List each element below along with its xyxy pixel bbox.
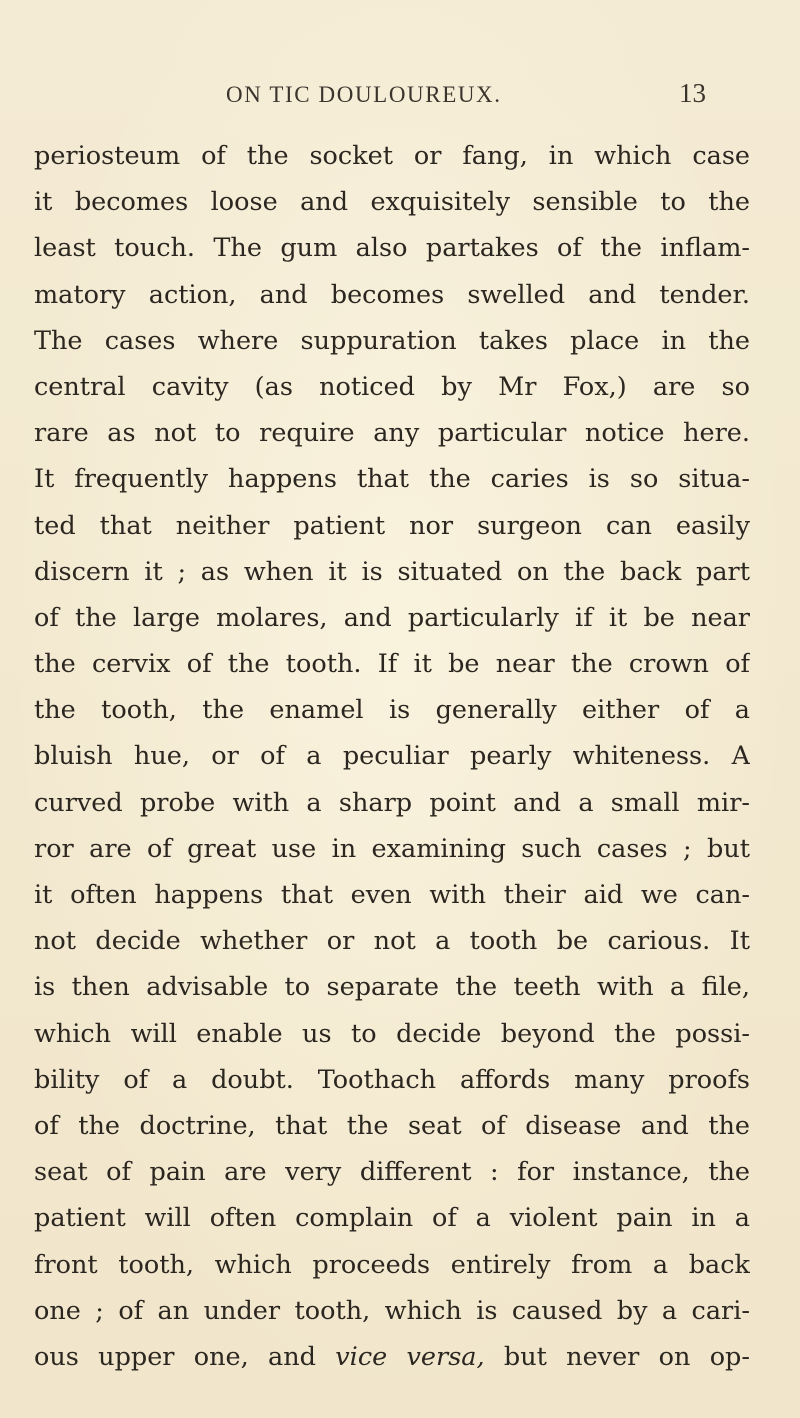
text-line: one ; of an under tooth, which is caused by a cari-: [34, 1295, 750, 1326]
text-line: it becomes loose and exquisitely sensible to the: [34, 187, 750, 218]
text-line: central cavity (as noticed by Mr Fox,) are so: [34, 371, 750, 402]
text-line: least touch. The gum also partakes of the inflam-: [34, 233, 750, 264]
text-line: which will enable us to decide beyond the possi-: [34, 1018, 750, 1049]
text-line: not decide whether or not a tooth be carious. It: [34, 926, 750, 957]
text-line: the tooth, the enamel is generally either of a: [34, 695, 750, 726]
text-line: it often happens that even with their aid we can-: [34, 880, 750, 910]
page-number: 13: [679, 78, 706, 108]
text-line: curved probe with a sharp point and a small mir-: [34, 787, 750, 818]
text-segment: ous upper one, and: [34, 1341, 336, 1372]
text-segment: but never on op-: [484, 1341, 750, 1372]
text-line: matory action, and becomes swelled and tender.: [34, 279, 750, 310]
text-line: is then advisable to separate the teeth with a file,: [34, 972, 750, 1003]
text-line: It frequently happens that the caries is so situa-: [34, 464, 750, 495]
text-line: of the large molares, and particularly if it be near: [34, 602, 750, 633]
page-header: [0, 76, 800, 116]
text-line: ted that neither patient nor surgeon can easily: [34, 510, 750, 541]
body-text: [34, 133, 750, 1380]
text-line: of the doctrine, that the seat of disease and the: [34, 1110, 750, 1141]
running-head: ON TIC DOULOUREUX.: [226, 82, 502, 107]
text-line: rare as not to require any particular notice here.: [34, 418, 750, 449]
text-line: discern it ; as when it is situated on the back part: [34, 556, 750, 587]
text-line: bluish hue, or of a peculiar pearly whiteness. A: [34, 741, 750, 772]
text-line: front tooth, which proceeds entirely from a back: [34, 1249, 750, 1280]
text-line: seat of pain are very different : for instance, the: [34, 1157, 750, 1188]
text-line: patient will often complain of a violent pain in a: [34, 1203, 750, 1234]
text-line: periosteum of the socket or fang, in which case: [34, 141, 750, 171]
text-line: bility of a doubt. Toothach affords many proofs: [34, 1064, 750, 1095]
text-line: the cervix of the tooth. If it be near the crown of: [34, 649, 750, 680]
text-line-last: [34, 1334, 750, 1380]
text-line: ror are of great use in examining such cases ; but: [34, 833, 750, 864]
italic-phrase: vice versa,: [335, 1341, 485, 1372]
text-line: The cases where suppuration takes place in the: [34, 325, 750, 356]
